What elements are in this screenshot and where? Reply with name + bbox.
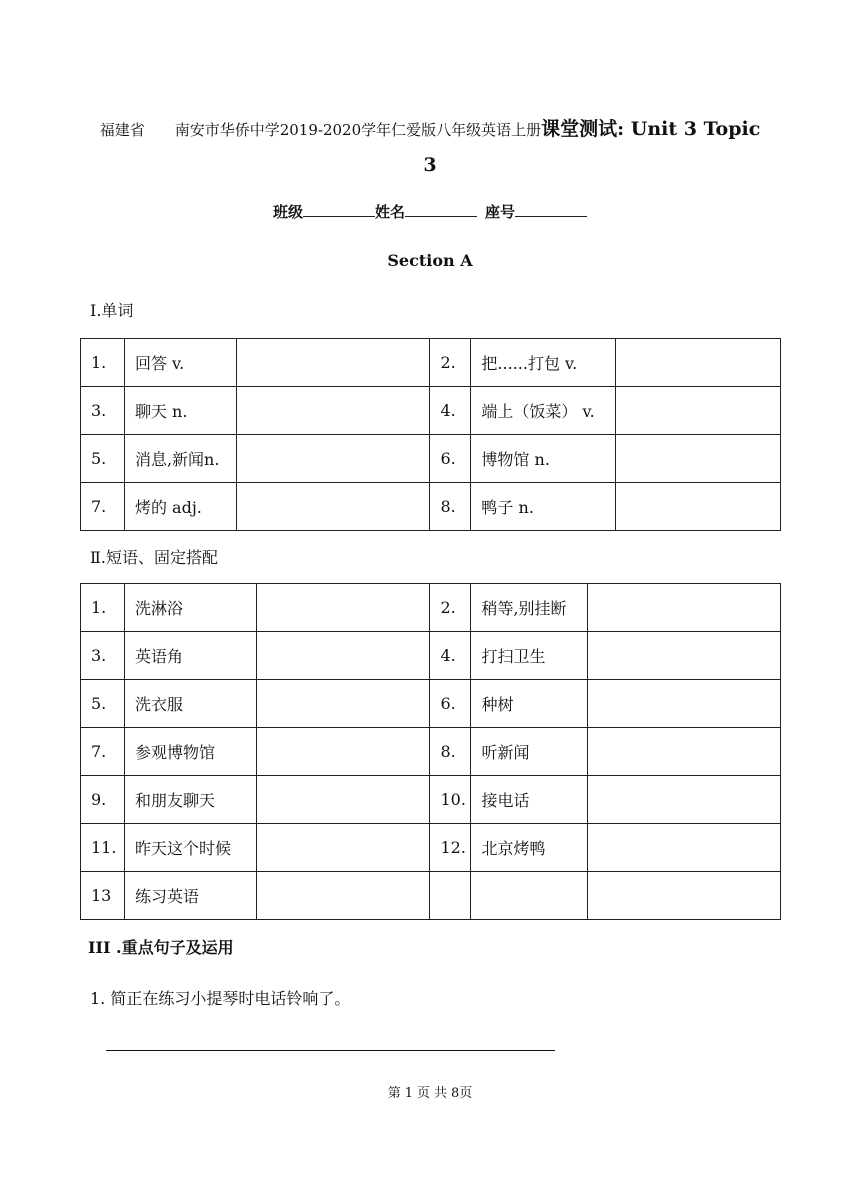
table-row (81, 387, 781, 435)
answer-cell[interactable] (256, 776, 430, 824)
province-text: 福建省 (99, 121, 145, 139)
name-label: 姓名 (374, 203, 405, 221)
item-prompt (471, 872, 588, 920)
item-prompt: 练习英语 (124, 872, 256, 920)
seat-label: 座号 (485, 203, 516, 221)
footer-total-num: 8页 (451, 1086, 473, 1101)
table-row (81, 872, 781, 920)
answer-cell[interactable] (256, 872, 430, 920)
answer-cell[interactable] (588, 680, 781, 728)
answer-cell[interactable] (588, 632, 781, 680)
part3-heading: III .重点句子及运用 (88, 938, 234, 957)
item-number: 6. (430, 680, 471, 728)
item-number: 2. (430, 584, 471, 632)
answer-cell[interactable] (588, 584, 781, 632)
item-prompt: 接电话 (471, 776, 588, 824)
item-prompt: 洗淋浴 (124, 584, 256, 632)
item-number: 4. (430, 387, 471, 435)
document-title-line2: 3 (423, 154, 437, 176)
answer-line-1[interactable] (106, 1050, 555, 1051)
item-prompt: 回答 v. (124, 339, 236, 387)
footer-page-unit: 页 (416, 1086, 430, 1101)
item-prompt: 听新闻 (471, 728, 588, 776)
answer-cell[interactable] (236, 435, 430, 483)
item-number (430, 872, 471, 920)
item-prompt: 参观博物馆 (124, 728, 256, 776)
item-number: 2. (430, 339, 471, 387)
answer-cell[interactable] (616, 387, 781, 435)
answer-cell[interactable] (616, 339, 781, 387)
item-number: 7. (81, 728, 125, 776)
answer-cell[interactable] (588, 824, 781, 872)
answer-cell[interactable] (256, 824, 430, 872)
item-number: 13 (81, 872, 125, 920)
answer-cell[interactable] (236, 483, 430, 531)
item-number: 11. (81, 824, 125, 872)
test-title: 课堂测试: Unit 3 Topic (541, 118, 761, 140)
item-prompt: 端上（饭菜） v. (471, 387, 616, 435)
name-blank[interactable] (405, 202, 477, 217)
page-footer (0, 1082, 860, 1101)
item-prompt: 洗衣服 (124, 680, 256, 728)
class-blank[interactable] (303, 202, 375, 217)
item-prompt: 稍等,别挂断 (471, 584, 588, 632)
answer-cell[interactable] (256, 584, 430, 632)
section-title: Section A (387, 251, 473, 270)
item-prompt: 聊天 n. (124, 387, 236, 435)
table-row (81, 483, 781, 531)
footer-page-label: 第 (387, 1086, 401, 1101)
item-prompt: 和朋友聊天 (124, 776, 256, 824)
item-number: 3. (81, 387, 125, 435)
footer-page-num: 1 (404, 1086, 413, 1101)
answer-cell[interactable] (588, 872, 781, 920)
answer-cell[interactable] (616, 435, 781, 483)
item-prompt: 烤的 adj. (124, 483, 236, 531)
answer-cell[interactable] (616, 483, 781, 531)
item-number: 4. (430, 632, 471, 680)
item-prompt: 鸭子 n. (471, 483, 616, 531)
item-number: 8. (430, 483, 471, 531)
item-prompt: 昨天这个时候 (124, 824, 256, 872)
question-1: 1. 简正在练习小提琴时电话铃响了。 (90, 989, 351, 1008)
answer-cell[interactable] (588, 728, 781, 776)
item-number: 12. (430, 824, 471, 872)
table-row (81, 776, 781, 824)
item-prompt: 种树 (471, 680, 588, 728)
item-number: 7. (81, 483, 125, 531)
answer-cell[interactable] (256, 632, 430, 680)
item-number: 1. (81, 584, 125, 632)
seat-blank[interactable] (515, 202, 587, 217)
table-row (81, 339, 781, 387)
answer-cell[interactable] (256, 680, 430, 728)
item-number: 8. (430, 728, 471, 776)
item-number: 9. (81, 776, 125, 824)
answer-cell[interactable] (256, 728, 430, 776)
item-prompt: 消息,新闻n. (124, 435, 236, 483)
item-prompt: 英语角 (124, 632, 256, 680)
class-label: 班级 (272, 203, 303, 221)
answer-cell[interactable] (236, 387, 430, 435)
document-title (0, 114, 860, 145)
item-number: 10. (430, 776, 471, 824)
student-info (0, 201, 860, 222)
school-text: 南安市华侨中学2019-2020学年仁爱版八年级英语上册 (174, 121, 542, 139)
table-row (81, 824, 781, 872)
item-number: 6. (430, 435, 471, 483)
item-number: 3. (81, 632, 125, 680)
item-number: 5. (81, 435, 125, 483)
part1-heading: Ⅰ.单词 (90, 301, 134, 320)
answer-cell[interactable] (588, 776, 781, 824)
item-number: 5. (81, 680, 125, 728)
table-row (81, 435, 781, 483)
phrases-table (80, 583, 781, 920)
vocabulary-table (80, 338, 781, 531)
table-row (81, 584, 781, 632)
item-prompt: 打扫卫生 (471, 632, 588, 680)
item-number: 1. (81, 339, 125, 387)
item-prompt: 博物馆 n. (471, 435, 616, 483)
answer-cell[interactable] (236, 339, 430, 387)
item-prompt: 北京烤鸭 (471, 824, 588, 872)
table-row (81, 728, 781, 776)
part2-heading: Ⅱ.短语、固定搭配 (90, 548, 218, 567)
table-row (81, 632, 781, 680)
table-row (81, 680, 781, 728)
footer-total-label: 共 (434, 1086, 448, 1101)
item-prompt: 把......打包 v. (471, 339, 616, 387)
